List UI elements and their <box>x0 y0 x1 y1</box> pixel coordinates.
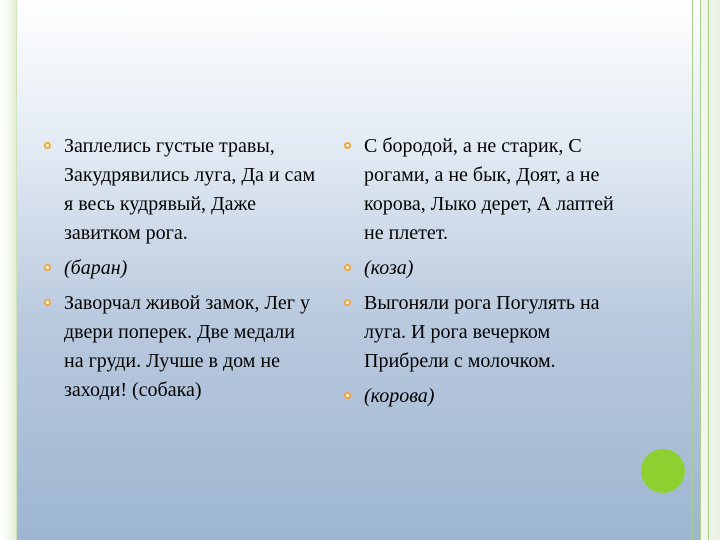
bullet-icon <box>44 289 64 315</box>
bullet-icon <box>44 254 64 280</box>
right-decor-line <box>708 0 709 540</box>
bullet-item <box>344 289 634 376</box>
left-text-column <box>44 132 316 411</box>
bullet-icon <box>44 132 64 158</box>
riddle-text: Заплелись густые травы, Закудрявились луга, Да и сам я весь кудрявый, Даже завитком рога. <box>64 135 316 244</box>
bullet-item <box>344 132 634 248</box>
answer-text: (баран) <box>64 257 128 279</box>
bullet-item <box>344 382 634 411</box>
right-decor-band <box>700 0 720 540</box>
bullet-icon <box>344 289 364 315</box>
answer-text: (корова) <box>364 385 435 407</box>
bullet-icon <box>344 132 364 158</box>
bullet-item <box>44 289 316 405</box>
left-decor-band <box>0 0 12 540</box>
right-text-column <box>344 132 634 417</box>
riddle-text: Выгоняли рога Погулять на луга. И рога вечерком Прибрели с молочком. <box>364 292 600 372</box>
bullet-item <box>44 132 316 248</box>
bullet-icon <box>344 382 364 408</box>
right-decor-line <box>700 0 701 540</box>
bullet-item <box>44 254 316 283</box>
bullet-item <box>344 254 634 283</box>
answer-text: (коза) <box>364 257 414 279</box>
bullet-icon <box>344 254 364 280</box>
left-decor-line <box>16 0 17 540</box>
decor-circle-icon <box>641 449 685 493</box>
riddle-text: С бородой, а не старик, С рогами, а не бык, Доят, а не корова, Лыко дерет, А лаптей не плетет. <box>364 135 614 244</box>
riddle-text: Заворчал живой замок, Лег у двери поперек. Две медали на груди. Лучше в дом не заходи! (собака) <box>64 292 310 401</box>
right-decor-line <box>692 0 693 540</box>
